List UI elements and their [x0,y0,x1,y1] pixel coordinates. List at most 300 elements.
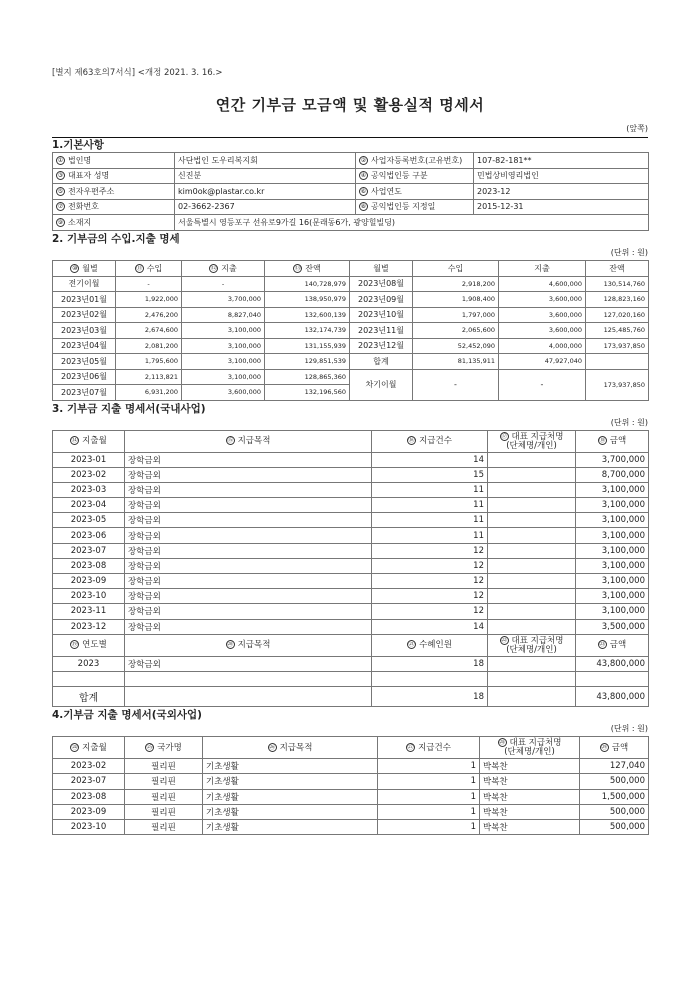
count-cell: 1 [378,789,480,804]
balance-cell: 140,728,979 [265,276,350,292]
overseas-header-purpose [203,737,378,759]
section-overseas-title: 4.기부금 지출 명세서(국외사업) [52,709,202,722]
overseas-unit: (단위 : 원) [610,724,648,734]
income-cell: 2,476,200 [116,307,182,323]
balance-cell: 128,865,360 [265,369,350,385]
domestic-row [53,452,649,467]
recipient-cell [488,467,576,482]
address-value: 서울특별시 영등포구 선유로9가길 16(문래동6가, 광양힐빌딩) [175,215,649,231]
domestic-row [53,558,649,573]
amount-cell: 3,100,000 [576,513,649,528]
balance-cell: 138,950,979 [265,292,350,308]
basic-value: 2023-12 [474,184,649,200]
basic-info-row [53,153,649,169]
header-text: 수입 [447,263,464,273]
basic-value: 민법상비영리법인 [474,168,649,184]
basic-info-row [53,215,649,231]
purpose-cell: 장학금외 [125,513,372,528]
year-cell: 2023 [53,656,125,671]
balance-cell: 125,485,760 [586,323,649,339]
month-cell: 2023년01월 [53,292,116,308]
expense-cell: 3,600,000 [182,385,265,401]
overseas-header-month [53,737,125,759]
header-text: 지급목적 [237,640,271,651]
month-cell: 2023-03 [53,482,125,497]
item-number-badge: ㉙ [601,743,608,751]
item-number-badge: ㉑ [408,641,415,649]
country-cell: 필리핀 [125,774,203,789]
overseas-row [53,819,649,834]
count-cell: 1 [378,774,480,789]
recipient-cell [488,482,576,497]
expense-cell: 3,600,000 [499,323,586,339]
purpose-cell: 기초생활 [203,819,378,834]
month-cell: 2023년03월 [53,323,116,339]
income-header-cell [499,260,586,276]
month-cell: 2023-09 [53,574,125,589]
income-cell: 81,135,911 [413,354,499,370]
basic-label [356,168,474,184]
recipient-cell [488,589,576,604]
basic-info-row [53,168,649,184]
item-number-badge: ㉒ [501,636,508,644]
page-title: 연간 기부금 모금액 및 활용실적 명세서 [215,96,485,114]
label-text: 사업연도 [371,186,402,196]
recipient-cell: 박복찬 [480,789,580,804]
header-text: 대표 지급처명 [511,635,564,646]
month-cell: 2023-07 [53,543,125,558]
expense-cell: 3,600,000 [499,307,586,323]
overseas-header-row [53,737,649,759]
empty-row [53,671,649,686]
section-domestic-title: 3. 기부금 지출 명세서(국내사업) [52,402,206,415]
income-header-cell [413,260,499,276]
basic-value: kim0ok@plastar.co.kr [175,184,356,200]
item-number-badge: ⑤ [57,187,64,195]
item-number-badge: ㉘ [499,739,506,747]
header-text: 대표 지급처명 [511,431,564,442]
header-text: 월별 [373,263,389,273]
basic-value: 107-82-181** [474,153,649,169]
overseas-header-count [378,737,480,759]
header-text: 금액 [609,640,627,651]
expense-cell: 4,600,000 [499,276,586,292]
item-number-badge: ② [360,156,367,164]
income-cell: 2,674,600 [116,323,182,339]
domestic-header-row [53,430,649,452]
income-cell: 1,797,000 [413,307,499,323]
amount-cell: 500,000 [580,804,649,819]
balance-cell: 129,851,539 [265,354,350,370]
income-cell: 6,931,200 [116,385,182,401]
basic-value: 사단법인 도우리복지회 [175,153,356,169]
month-cell: 2023년12월 [350,338,413,354]
item-number-badge: ⑰ [501,432,508,440]
count-cell: 12 [372,543,488,558]
recipient-cell [488,528,576,543]
income-expense-table [52,260,649,401]
section-basic-title: 1.기본사항 [52,139,104,151]
recipient-cell [488,498,576,513]
month-cell: 2023년02월 [53,307,116,323]
recipient-cell [488,604,576,619]
month-cell: 전기이월 [53,276,116,292]
amount-cell: 3,100,000 [576,574,649,589]
income-row [53,276,649,292]
balance-cell: 130,514,760 [586,276,649,292]
amount-cell: 3,700,000 [576,452,649,467]
item-number-badge: ⑳ [227,641,234,649]
basic-info-row [53,199,649,215]
item-number-badge: ③ [57,172,64,180]
month-cell: 2023-02 [53,759,125,774]
purpose-cell: 장학금외 [125,604,372,619]
basic-value: 신진분 [175,168,356,184]
purpose-cell: 장학금외 [125,574,372,589]
month-cell: 2023년11월 [350,323,413,339]
total-count: 18 [372,687,488,707]
income-cell: 2,918,200 [413,276,499,292]
expense-cell: 3,100,000 [182,354,265,370]
total-row [53,687,649,707]
header-text: 지급목적 [237,436,271,446]
month-cell: 2023-09 [53,804,125,819]
carry-month-cell: 차기이월 [350,369,413,400]
count-cell: 12 [372,604,488,619]
expense-cell: 3,100,000 [182,323,265,339]
purpose-cell: 장학금외 [125,528,372,543]
domestic-row [53,543,649,558]
purpose-cell: 장학금외 [125,452,372,467]
year-row [53,656,649,671]
count-cell: 15 [372,467,488,482]
item-number-badge: ㉕ [146,743,153,751]
year-header [53,634,125,656]
purpose-cell: 장학금외 [125,558,372,573]
recipient-cell: 박복찬 [480,819,580,834]
expense-cell: 3,700,000 [182,292,265,308]
domestic-row [53,589,649,604]
count-cell: 1 [378,819,480,834]
count-cell: 14 [372,452,488,467]
overseas-row [53,804,649,819]
item-number-badge: ⑥ [360,187,367,195]
header-text: 대표 지급처명 [509,738,562,749]
month-cell: 2023-12 [53,619,125,634]
year-purpose-header [125,634,372,656]
header-text: 금액 [609,436,627,446]
overseas-row [53,789,649,804]
expense-cell: 3,600,000 [499,292,586,308]
basic-info-table [52,152,649,231]
domestic-header-amount [576,430,649,452]
overseas-expense-table [52,736,649,835]
domestic-row [53,619,649,634]
country-cell: 필리핀 [125,789,203,804]
item-number-badge: ㉓ [599,641,606,649]
amount-cell: 1,500,000 [580,789,649,804]
label-text: 소재지 [68,217,92,227]
item-number-badge: ⑱ [599,437,606,444]
overseas-row [53,759,649,774]
label-text: 법인명 [68,155,92,165]
domestic-row [53,574,649,589]
count-cell: 1 [378,804,480,819]
expense-cell: 3,100,000 [182,338,265,354]
label-text: 사업자등록번호(고유번호) [371,155,463,165]
header-text: 지출 [221,263,237,273]
empty-cell [372,671,488,686]
count-cell: 12 [372,558,488,573]
month-cell: 2023-06 [53,528,125,543]
income-cell: - [116,276,182,292]
total-amount: 43,800,000 [576,687,649,707]
amount-cell: 3,100,000 [576,543,649,558]
amount-cell: 3,100,000 [576,498,649,513]
item-number-badge: ① [57,156,64,164]
month-cell: 2023년04월 [53,338,116,354]
header-subtext: (단체명/개인) [504,747,555,758]
purpose-cell: 기초생활 [203,804,378,819]
month-cell: 2023-11 [53,604,125,619]
header-subtext: (단체명/개인) [506,440,557,451]
income-cell: 1,795,600 [116,354,182,370]
month-cell: 2023년07월 [53,385,116,401]
month-cell: 2023-02 [53,467,125,482]
month-cell: 2023-01 [53,452,125,467]
carry-expense-cell: - [499,369,586,400]
amount-cell: 3,100,000 [576,528,649,543]
header-text: 월별 [82,263,98,273]
header-subtext: (단체명/개인) [506,644,557,655]
purpose-cell: 기초생활 [203,774,378,789]
total-label: 합계 [53,687,125,707]
domestic-header-count [372,430,488,452]
month-cell: 합계 [350,354,413,370]
domestic-row [53,604,649,619]
income-row [53,369,649,385]
balance-cell: 173,937,850 [586,338,649,354]
header-text: 수혜인원 [419,640,452,651]
income-row [53,354,649,370]
balance-cell: 132,600,139 [265,307,350,323]
month-cell: 2023년09월 [350,292,413,308]
amount-cell: 500,000 [580,819,649,834]
income-cell: 2,113,821 [116,369,182,385]
income-header-cell [53,260,116,276]
expense-cell: 4,000,000 [499,338,586,354]
header-text: 연도별 [82,640,107,651]
country-cell: 필리핀 [125,759,203,774]
purpose-cell: 장학금외 [125,467,372,482]
count-cell: 1 [378,759,480,774]
count-cell: 12 [372,589,488,604]
recipient-cell [488,558,576,573]
empty-cell [53,671,125,686]
header-text: 수입 [146,263,163,273]
year-amount-header [576,634,649,656]
item-number-badge: ⑲ [71,641,78,649]
empty-cell [488,687,576,707]
balance-cell [586,354,649,370]
income-cell: 2,065,600 [413,323,499,339]
beneficiaries-cell: 18 [372,656,488,671]
month-cell: 2023-08 [53,558,125,573]
item-number-badge: ④ [360,172,367,180]
amount-cell: 3,100,000 [576,604,649,619]
domestic-row [53,528,649,543]
item-number-badge: ⑭ [71,437,78,444]
domestic-header-purpose [125,430,372,452]
label-text: 공익법인등 지정일 [371,202,436,212]
item-number-badge: ⑯ [408,437,415,444]
income-cell: 1,908,400 [413,292,499,308]
count-cell: 11 [372,482,488,497]
item-number-badge: ⑪ [136,264,143,272]
income-cell: 52,452,090 [413,338,499,354]
year-recipient-header [488,634,576,656]
basic-label [53,153,175,169]
purpose-cell: 장학금외 [125,589,372,604]
expense-cell: - [182,276,265,292]
purpose-cell: 기초생활 [203,789,378,804]
income-header-cell [182,260,265,276]
item-number-badge: ⑫ [210,264,217,272]
header-text: 금액 [611,742,629,753]
expense-cell: 47,927,040 [499,354,586,370]
header-text: 국가명 [157,742,182,753]
header-text: 지급건수 [418,742,451,753]
count-cell: 11 [372,498,488,513]
carry-income-cell: - [413,369,499,400]
purpose-cell: 장학금외 [125,656,372,671]
empty-cell [488,671,576,686]
beneficiaries-header [372,634,488,656]
form-number: [별지 제63호의7서식] <개정 2021. 3. 16.> [52,68,223,78]
purpose-cell: 기초생활 [203,759,378,774]
amount-cell: 500,000 [580,774,649,789]
income-row [53,307,649,323]
header-text: 지출 [534,263,550,273]
amount-cell: 3,100,000 [576,482,649,497]
expense-cell: 8,827,040 [182,307,265,323]
header-text: 잔액 [609,263,625,273]
recipient-cell [488,656,576,671]
count-cell: 14 [372,619,488,634]
country-cell: 필리핀 [125,804,203,819]
balance-cell: 128,823,160 [586,292,649,308]
carry-balance-cell: 173,937,850 [586,369,649,400]
label-text: 전자우편주소 [68,186,115,196]
basic-info-row [53,184,649,200]
purpose-cell: 장학금외 [125,498,372,513]
empty-cell [125,671,372,686]
empty-cell [125,687,372,707]
basic-label [356,184,474,200]
item-number-badge: ⑨ [57,218,64,226]
month-cell: 2023년08월 [350,276,413,292]
expense-cell: 3,100,000 [182,369,265,385]
header-text: 잔액 [305,263,321,273]
income-header-cell [116,260,182,276]
purpose-cell: 장학금외 [125,619,372,634]
section-income-title: 2. 기부금의 수입.지출 명세 [52,232,180,245]
side-note: (앞쪽) [626,124,648,133]
count-cell: 12 [372,574,488,589]
item-number-badge: ⑧ [360,203,367,211]
label-text: 전화번호 [68,202,99,212]
domestic-row [53,467,649,482]
amount-cell: 43,800,000 [576,656,649,671]
month-cell: 2023-04 [53,498,125,513]
item-number-badge: ㉗ [407,743,414,751]
overseas-header-recipient [480,737,580,759]
month-cell: 2023년06월 [53,369,116,385]
item-number-badge: ⑬ [294,264,301,272]
basic-label [53,199,175,215]
balance-cell: 127,020,160 [586,307,649,323]
month-cell: 2023-08 [53,789,125,804]
month-cell: 2023-10 [53,589,125,604]
header-text: 지출월 [82,742,107,753]
domestic-header-recipient [488,430,576,452]
purpose-cell: 장학금외 [125,482,372,497]
income-row [53,338,649,354]
income-header-cell [350,260,413,276]
overseas-row [53,774,649,789]
amount-cell: 8,700,000 [576,467,649,482]
item-number-badge: ⑩ [72,264,78,272]
domestic-row [53,513,649,528]
recipient-cell: 박복찬 [480,759,580,774]
basic-value: 2015-12-31 [474,199,649,215]
amount-cell: 3,100,000 [576,589,649,604]
recipient-cell: 박복찬 [480,804,580,819]
income-row [53,323,649,339]
count-cell: 11 [372,528,488,543]
item-number-badge: ⑮ [227,437,234,444]
basic-label [356,199,474,215]
income-header-cell [586,260,649,276]
domestic-expense-table [52,430,649,708]
basic-value: 02-3662-2367 [175,199,356,215]
domestic-year-header-row [53,634,649,656]
basic-label [356,153,474,169]
month-cell: 2023-07 [53,774,125,789]
balance-cell: 132,196,560 [265,385,350,401]
month-cell: 2023년10월 [350,307,413,323]
month-cell: 2023-10 [53,819,125,834]
domestic-row [53,498,649,513]
recipient-cell [488,452,576,467]
label-text: 공익법인등 구분 [371,171,428,181]
income-cell: 1,922,000 [116,292,182,308]
address-label [53,215,175,231]
income-header-cell [265,260,350,276]
overseas-header-country [125,737,203,759]
month-cell: 2023년05월 [53,354,116,370]
item-number-badge: ⑦ [57,203,64,211]
amount-cell: 3,500,000 [576,619,649,634]
income-cell: 2,081,200 [116,338,182,354]
recipient-cell: 박복찬 [480,774,580,789]
balance-cell: 131,155,939 [265,338,350,354]
basic-label [53,184,175,200]
header-text: 지출월 [82,436,107,446]
header-text: 지급목적 [279,742,313,753]
recipient-cell [488,543,576,558]
domestic-row [53,482,649,497]
